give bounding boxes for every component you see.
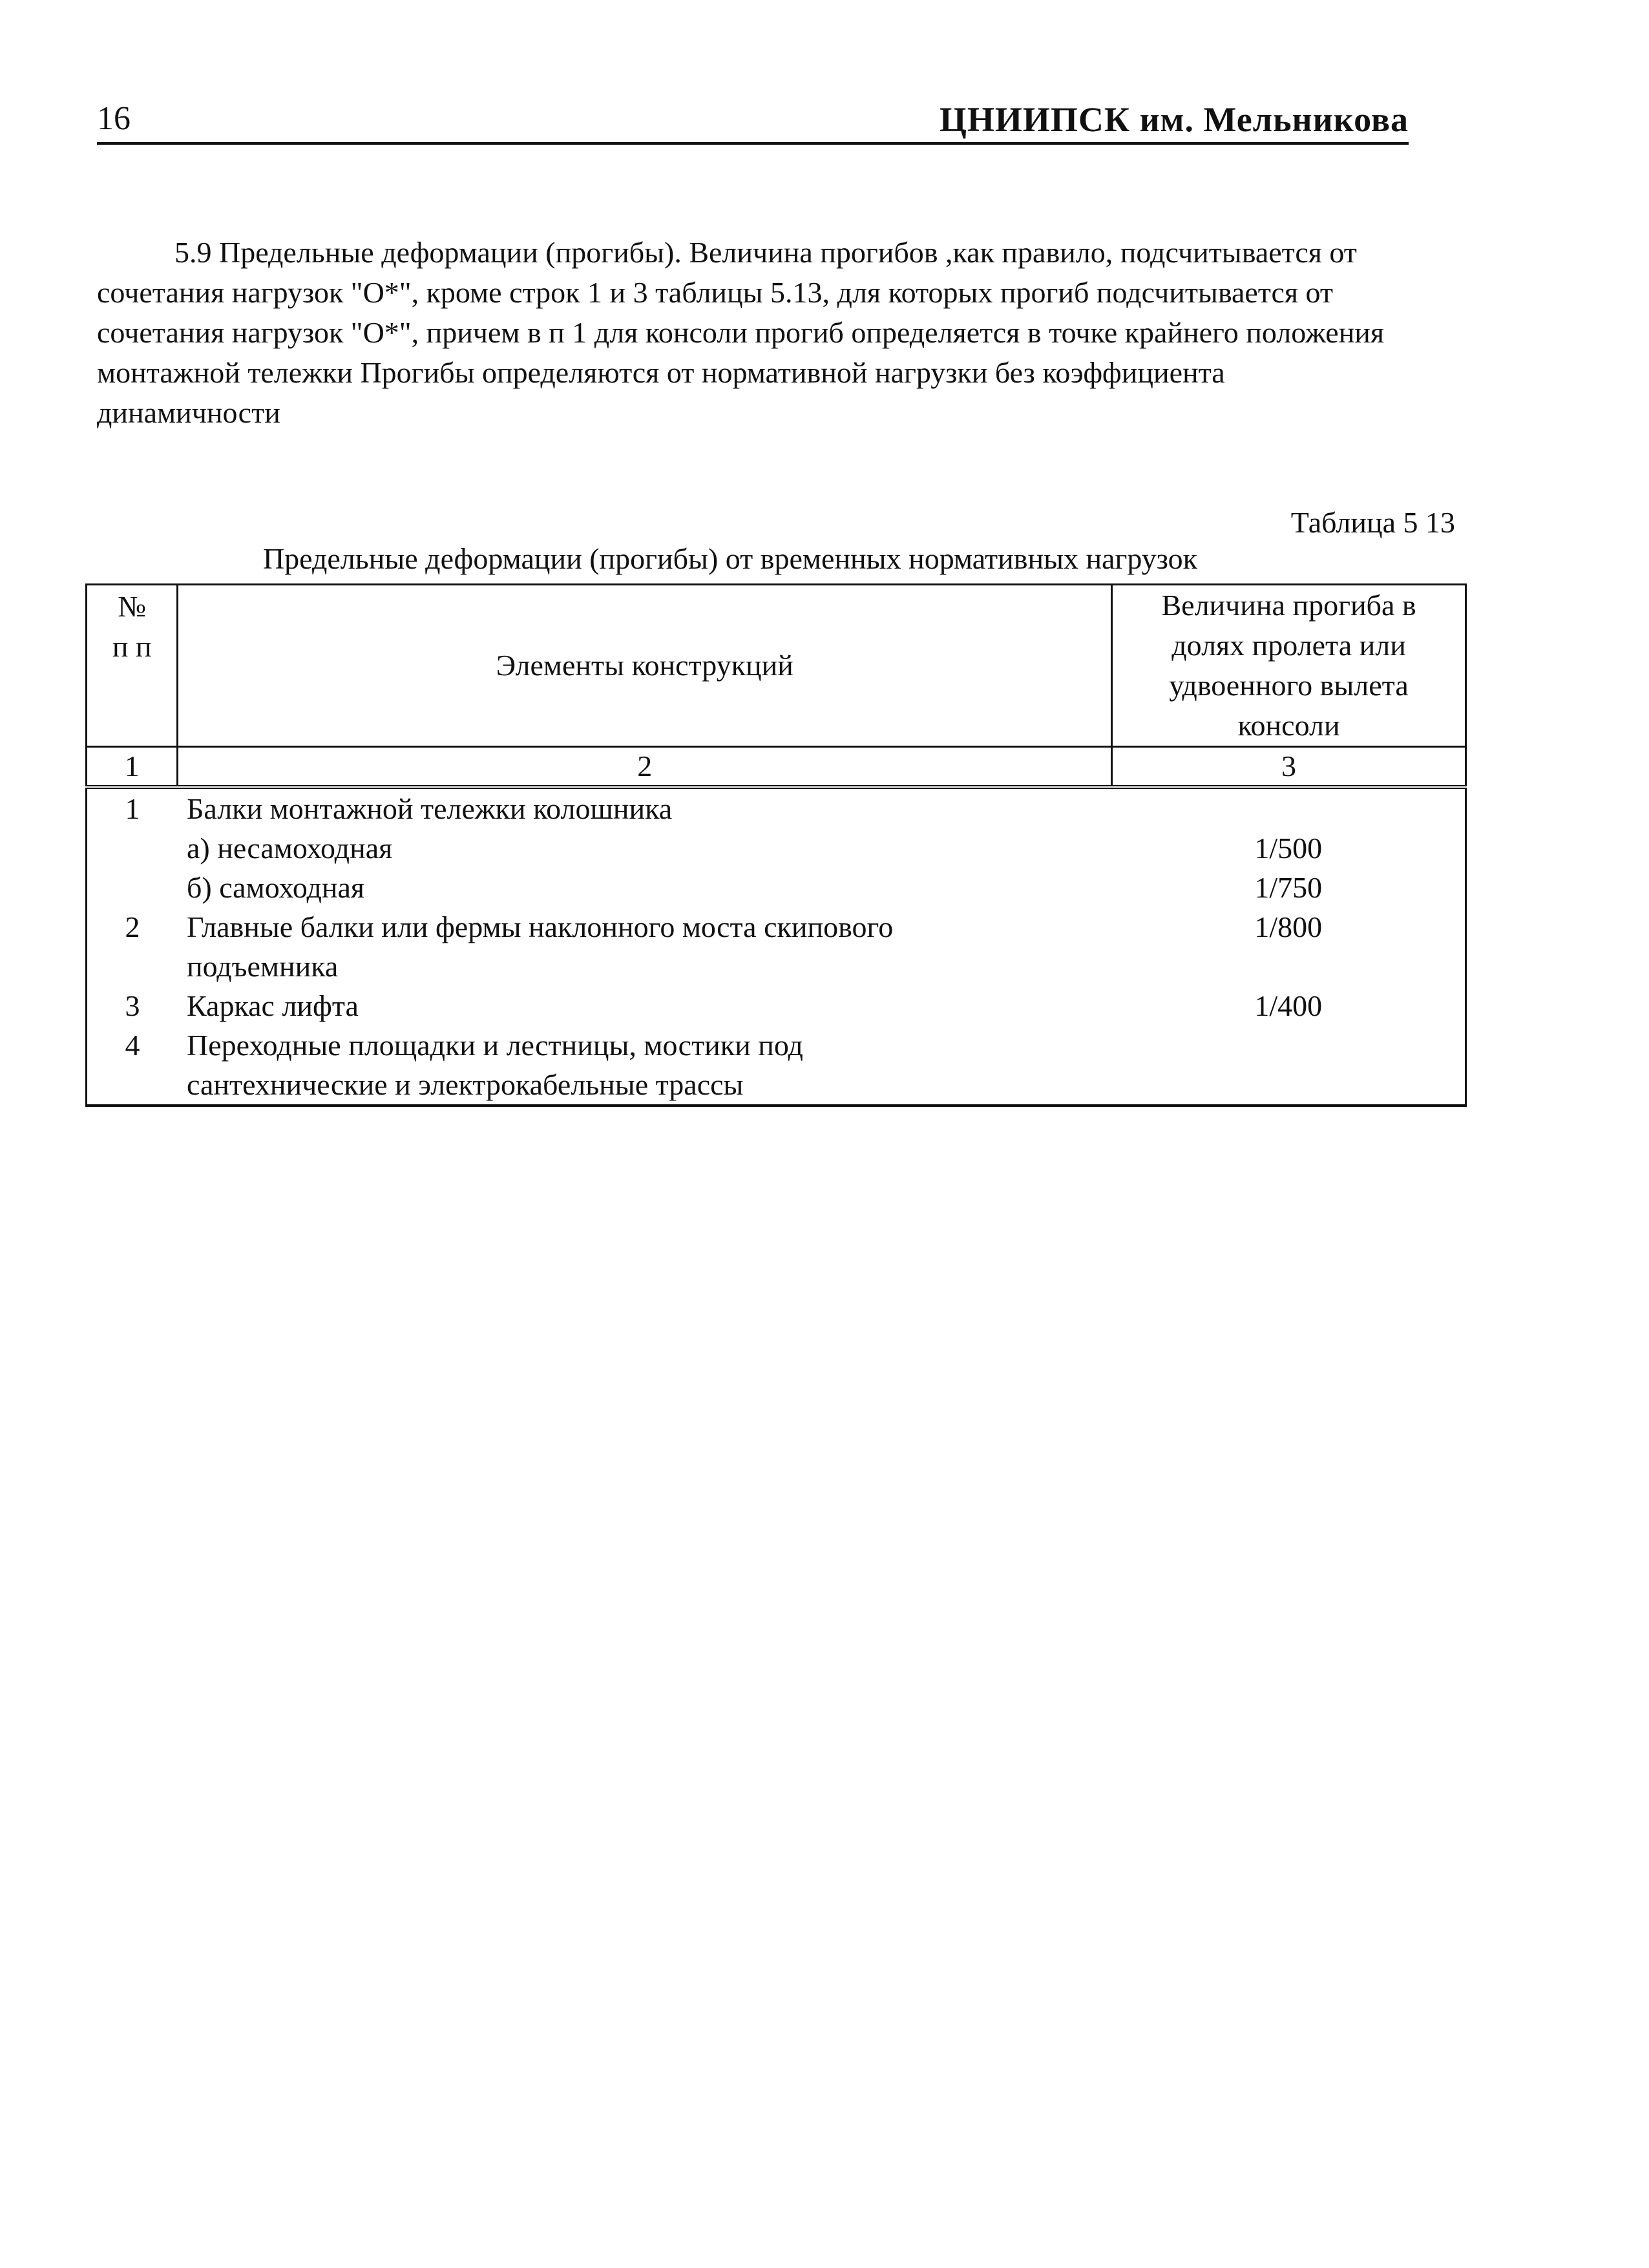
row-value	[1112, 1025, 1465, 1065]
row-value: 1/500	[1254, 832, 1323, 865]
row-element: Переходные площадки и лестницы, мостики под	[186, 1029, 803, 1062]
column-number-3: 3	[1112, 747, 1466, 788]
table-body	[87, 787, 1466, 1106]
body-value-column	[1112, 787, 1466, 1106]
header-elements: Элементы конструкций	[178, 585, 1112, 747]
row-element: Каркас лифта	[186, 989, 359, 1022]
body-number-column	[87, 787, 178, 1106]
row-number	[87, 828, 178, 868]
organization-name: ЦНИИПСК им. Мельникова	[939, 100, 1409, 139]
header-number-pp: п п	[112, 630, 152, 663]
header-number-symbol: №	[118, 590, 147, 623]
row-value: 1/800	[1254, 910, 1323, 943]
table-title: Предельные деформации (прогибы) от временных нормативных нагрузок	[262, 542, 1198, 575]
row-element: б) самоходная	[186, 871, 365, 904]
header-number	[87, 585, 178, 747]
deflection-table	[85, 583, 1467, 1107]
row-number: 4	[125, 1029, 140, 1062]
header-deflection-line1: Величина прогиба в	[1161, 589, 1416, 622]
header-deflection-line4: консоли	[1237, 709, 1340, 742]
page-number: 16	[97, 100, 131, 137]
column-number-2: 2	[178, 747, 1112, 788]
column-number-1: 1	[87, 747, 178, 788]
deflection-table-container	[85, 583, 1467, 1107]
row-number: 3	[125, 989, 140, 1022]
row-element: а) несамоходная	[186, 832, 393, 865]
row-value	[1112, 947, 1465, 986]
row-number	[87, 1065, 178, 1104]
row-value: 1/750	[1254, 871, 1323, 904]
column-number-row	[87, 747, 1466, 788]
row-value: 1/400	[1254, 989, 1323, 1022]
row-value	[1112, 789, 1465, 828]
table-header-row	[87, 585, 1466, 747]
header-deflection	[1112, 585, 1466, 747]
body-element-column	[178, 787, 1112, 1106]
page-header	[97, 97, 1409, 145]
row-number	[87, 868, 178, 907]
row-element: Балки монтажной тележки колошника	[186, 792, 673, 825]
row-number: 1	[125, 792, 140, 825]
row-value	[1112, 1065, 1465, 1104]
section-paragraph: 5.9 Предельные деформации (прогибы). Величина прогибов ,как правило, подсчитывается от сочетания нагрузок "О*", кроме строк 1 и 3 таблицы 5.13, для которых прогиб подсчитывается от сочетания нагрузок "О*", причем в п 1 для консоли прогиб определяется в точке крайнего положения монтажной тележки Прогибы определяются от нормативной нагрузки без коэффициента динамичности	[97, 236, 1385, 429]
row-number: 2	[125, 910, 140, 943]
header-deflection-line3: удвоенного вылета	[1169, 669, 1409, 702]
header-deflection-line2: долях пролета или	[1171, 629, 1406, 662]
row-number	[87, 947, 178, 986]
row-element: сантехнические и электрокабельные трассы	[186, 1068, 744, 1101]
row-element: подъемника	[186, 950, 339, 983]
row-element: Главные балки или фермы наклонного моста скипового	[186, 910, 894, 943]
table-number: Таблица 5 13	[1290, 506, 1455, 539]
